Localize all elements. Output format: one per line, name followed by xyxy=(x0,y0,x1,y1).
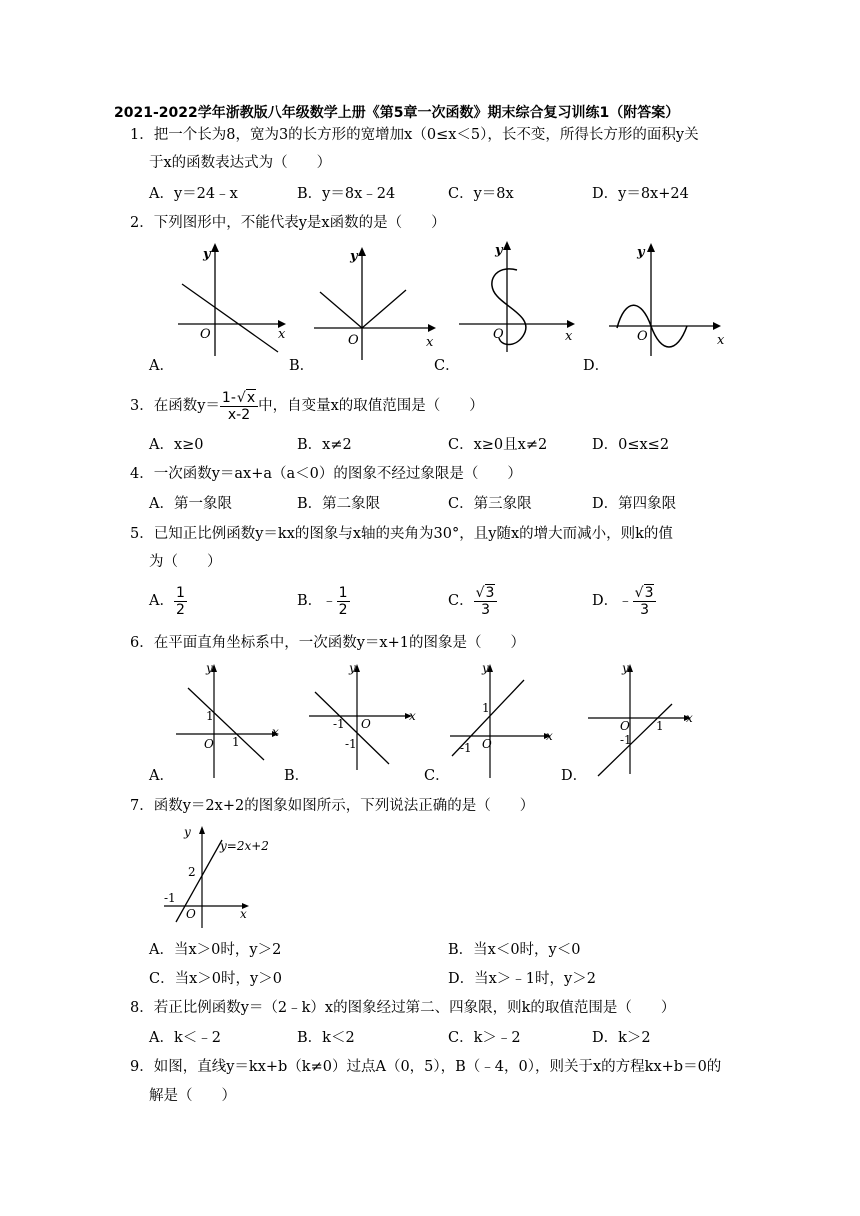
q7-y-int: 2 xyxy=(188,865,196,879)
q7-func-label: y=2x+2 xyxy=(220,839,269,853)
q6b-x-label: x xyxy=(409,709,416,723)
q5-option-b: B．﹣ $\frac{1}{2}$ xyxy=(297,584,348,618)
q6-label-a: A． xyxy=(149,768,174,784)
q2-graph-d xyxy=(605,238,730,362)
q2b-x-label: x xyxy=(426,335,434,350)
q1-option-c: C．y＝8x xyxy=(448,186,514,202)
q8-option-c: C．k＞﹣2 xyxy=(448,1030,521,1046)
q2-graph-a xyxy=(170,238,290,358)
q6-label-c: C． xyxy=(424,768,450,784)
q6-graph-b xyxy=(305,660,420,780)
q3-fraction-denominator: x-2 xyxy=(227,406,251,423)
q5-a-fraction: $\frac{1}{2}$ xyxy=(175,584,185,618)
q6d-x-int: 1 xyxy=(656,719,664,733)
q6c-x-int: -1 xyxy=(460,741,472,755)
q6b-x-int: -1 xyxy=(333,717,345,731)
q3-option-c: C．x≥0且x≠2 xyxy=(448,437,548,453)
q2a-x-label: x xyxy=(278,327,286,342)
q2-graph-b xyxy=(310,242,440,362)
q6b-y-int: -1 xyxy=(345,737,357,751)
q2-label-d: D． xyxy=(583,358,610,374)
q8-option-a: A．k＜﹣2 xyxy=(149,1030,221,1046)
q3-option-a: A．x≥0 xyxy=(149,437,204,453)
q6a-y-int: 1 xyxy=(206,709,214,723)
q6a-origin: O xyxy=(204,737,214,751)
q1-option-a: A．y＝24﹣x xyxy=(149,186,238,202)
q6d-y-label: y xyxy=(622,661,629,675)
q6b-origin: O xyxy=(361,717,371,731)
q2-label-a: A． xyxy=(149,358,174,374)
q8-option-d: D．k＞2 xyxy=(592,1030,651,1046)
q5-b-fraction: $\frac{1}{2}$ xyxy=(338,584,348,618)
q6a-y-label: y xyxy=(206,661,213,675)
q2a-y-label: y xyxy=(203,247,211,262)
q2a-origin: O xyxy=(200,327,211,342)
q2b-origin: O xyxy=(348,333,359,348)
q7-x-int: -1 xyxy=(164,891,176,905)
q3-stem xyxy=(130,389,484,423)
q5-stem-line2: 为（ ） xyxy=(149,554,222,570)
q2c-y-label: y xyxy=(495,243,503,258)
q7-option-b: B．当x＜0时，y＜0 xyxy=(448,942,581,958)
q2c-x-label: x xyxy=(565,329,573,344)
q7-y-label: y xyxy=(184,825,191,839)
q6a-x-label: x xyxy=(272,725,279,739)
q3-fraction xyxy=(220,390,258,423)
q7-stem: 7．函数y＝2x+2的图象如图所示，下列说法正确的是（ ） xyxy=(130,798,535,814)
q6-label-b: B． xyxy=(284,768,310,784)
q2d-y-label: y xyxy=(637,245,645,260)
q7-option-d: D．当x＞﹣1时，y＞2 xyxy=(448,971,596,987)
q5-d-fraction: $\frac{√3}{3}$ xyxy=(633,585,657,618)
q7-graph xyxy=(160,822,280,932)
q4-option-c: C．第三象限 xyxy=(448,496,532,512)
q7-x-label: x xyxy=(240,907,247,921)
q6c-y-int: 1 xyxy=(482,701,490,715)
q2-stem: 2．下列图形中，不能代表y是x函数的是（ ） xyxy=(130,215,446,231)
q2d-origin: O xyxy=(637,329,648,344)
q2b-y-label: y xyxy=(350,249,358,264)
q5-c-fraction: $\frac{√3}{3}$ xyxy=(474,585,498,618)
q6-graph-d xyxy=(586,660,701,780)
q5-option-a: A． $\frac{1}{2}$ xyxy=(149,584,185,618)
q2c-origin: O xyxy=(493,327,504,342)
q6d-origin: O xyxy=(620,719,630,733)
q4-stem: 4．一次函数y＝ax+a（a＜0）的图象不经过象限是（ ） xyxy=(130,466,522,482)
q9-stem-line2: 解是（ ） xyxy=(149,1088,236,1104)
q3-option-b: B．x≠2 xyxy=(297,437,352,453)
q7-option-a: A．当x＞0时，y＞2 xyxy=(149,942,282,958)
q6d-y-int: -1 xyxy=(620,733,632,747)
q2-graph-c xyxy=(455,238,585,360)
q7-origin: O xyxy=(186,907,196,921)
q6b-y-label: y xyxy=(349,661,356,675)
q2-label-c: C． xyxy=(434,358,460,374)
q6c-origin: O xyxy=(482,737,492,751)
q4-option-a: A．第一象限 xyxy=(149,496,232,512)
q9-stem-line1: 9．如图，直线y＝kx+b（k≠0）过点A（0，5），B（﹣4，0），则关于x的方程kx+b＝0的 xyxy=(130,1059,722,1075)
q5-option-d: D．﹣ $\frac{√3}{3}$ xyxy=(592,583,656,619)
q6c-y-label: y xyxy=(482,661,489,675)
q5-stem-line1: 5．已知正比例函数y＝kx的图象与x轴的夹角为30°，且y随x的增大而减小，则k的值 xyxy=(130,526,673,542)
q3-option-d: D．0≤x≤2 xyxy=(592,437,670,453)
page-title: 2021-2022学年浙教版八年级数学上册《第5章一次函数》期末综合复习训练1（附答案） xyxy=(114,105,680,121)
q7-option-c: C．当x＞0时，y＞0 xyxy=(149,971,282,987)
q4-option-b: B．第二象限 xyxy=(297,496,381,512)
q8-stem: 8．若正比例函数y＝（2﹣k）x的图象经过第二、四象限，则k的取值范围是（ ） xyxy=(130,1000,676,1016)
q6a-x-int: 1 xyxy=(232,735,240,749)
q1-stem-line2: 于x的函数表达式为（ ） xyxy=(149,155,332,171)
q1-stem-line1: 1．把一个长为8，宽为3的长方形的宽增加x（0≤x＜5），长不变，所得长方形的面积y关 xyxy=(130,127,699,143)
q4-option-d: D．第四象限 xyxy=(592,496,677,512)
q6d-x-label: x xyxy=(686,711,693,725)
q3-stem-after: 中，自变量x的取值范围是（ ） xyxy=(258,398,484,414)
q3-fraction-numerator: 1-√x xyxy=(220,390,258,407)
q6-graph-a xyxy=(172,660,287,780)
q6-graph-c xyxy=(448,660,558,780)
q1-option-b: B．y＝8x﹣24 xyxy=(297,186,396,202)
q6-stem: 6．在平面直角坐标系中，一次函数y＝x+1的图象是（ ） xyxy=(130,635,525,651)
q1-option-d: D．y＝8x+24 xyxy=(592,186,689,202)
q6c-x-label: x xyxy=(546,729,553,743)
q3-stem-before: 3．在函数y＝ xyxy=(130,398,220,414)
q5-option-c: C． $\frac{√3}{3}$ xyxy=(448,583,497,619)
q2d-x-label: x xyxy=(717,333,725,348)
q2-label-b: B． xyxy=(289,358,315,374)
q8-option-b: B．k＜2 xyxy=(297,1030,355,1046)
q6-label-d: D． xyxy=(561,768,588,784)
